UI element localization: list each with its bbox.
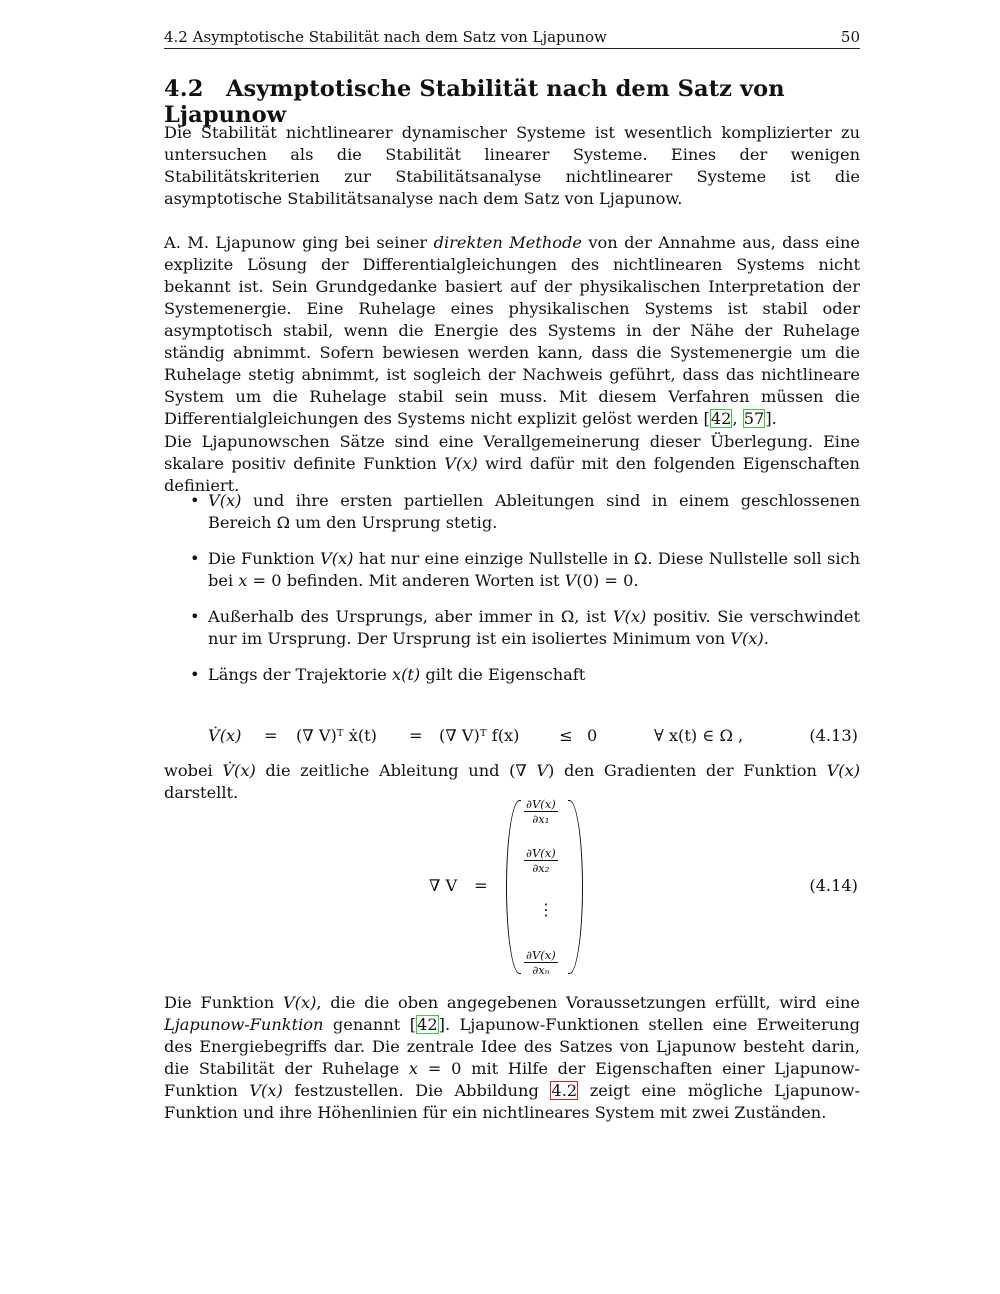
section-heading	[164, 76, 860, 128]
text: ) den Gradienten der Funktion	[548, 761, 827, 780]
gradient-entry	[524, 847, 558, 874]
eq-lhs: V̇(x)	[208, 726, 242, 745]
emphasis: direkten Methode	[433, 233, 582, 252]
math: V	[564, 571, 577, 590]
citation-link[interactable]: 42	[710, 409, 732, 428]
paragraph-ljapunow-theorems	[164, 431, 860, 497]
text: darstellt.	[164, 783, 239, 802]
math: V(x)	[320, 549, 354, 568]
text: Längs der Trajektorie	[208, 665, 392, 684]
text: .	[763, 629, 769, 648]
section-number: 4.2	[164, 76, 204, 102]
text: ,	[732, 409, 743, 428]
text: (0) = 0.	[576, 571, 639, 590]
eq-equals: =	[264, 726, 278, 745]
property-list	[164, 490, 860, 700]
bullet: •	[190, 607, 200, 626]
math: V	[536, 761, 549, 780]
list-item	[164, 548, 860, 592]
left-parenthesis	[506, 800, 521, 974]
text: zeigt eine mögliche Ljapunow-Funktion und ihre Höhenlinien für ein nichtlineares System mit zwei Zuständen.	[164, 1081, 860, 1122]
eq-middle: (∇ V)ᵀ ẋ(t)	[296, 726, 377, 745]
citation-link[interactable]: 42	[417, 1015, 438, 1034]
math: V(x)	[612, 607, 647, 626]
numerator: ∂V(x)	[526, 948, 556, 962]
eq-zero: 0	[587, 726, 598, 745]
math: V(x)	[730, 629, 764, 648]
gradient-entry	[524, 798, 558, 825]
math: x	[408, 1059, 419, 1078]
math: V(x)	[249, 1081, 283, 1100]
text: . Ljapunow-Funktionen stellen eine Erweiterung des Energiebegriffs dar. Die zentrale Idee des Satzes von Ljapunow besteht darin, die Stabilität der Ruhelage	[164, 1015, 860, 1078]
eq-equals: =	[409, 726, 423, 745]
text: wird dafür mit den folgenden Eigenschaften definiert.	[164, 454, 860, 495]
math: V(x)	[208, 491, 242, 510]
denominator: ∂xₙ	[532, 963, 550, 977]
figure-reference-link[interactable]: 4.2	[551, 1081, 578, 1100]
bullet: •	[190, 491, 200, 510]
bullet: •	[190, 665, 200, 684]
numerator: ∂V(x)	[526, 846, 556, 860]
equation-label: (4.14)	[809, 876, 858, 895]
text: festzustellen. Die Abbildung	[282, 1081, 551, 1100]
bullet: •	[190, 549, 200, 568]
text: positiv. Sie verschwindet nur im Ursprung. Der Ursprung ist ein isoliertes Minimum von	[208, 607, 861, 648]
text: die zeitliche Ableitung und (∇	[255, 761, 537, 780]
text: Außerhalb des Ursprungs, aber immer in Ω, ist	[208, 607, 613, 626]
eq-equals: =	[474, 876, 488, 895]
citation-link[interactable]: 57	[743, 409, 765, 428]
text: = 0 befinden. Mit anderen Worten ist	[247, 571, 565, 590]
text: genannt	[323, 1015, 410, 1034]
vertical-ellipsis: ⋮	[538, 900, 555, 919]
eq-rhs: (∇ V)ᵀ f(x)	[439, 726, 520, 745]
text: A. M. Ljapunow ging bei seiner	[164, 233, 434, 252]
text: und ihre ersten partiellen Ableitungen sind in einem geschlossenen Bereich Ω um den Ursprung stetig.	[208, 491, 860, 532]
text: hat nur eine einzige Nullstelle in Ω. Diese Nullstelle soll sich bei	[208, 549, 860, 590]
text: .	[771, 409, 777, 428]
page-number: 50	[840, 28, 860, 46]
list-item	[164, 606, 860, 650]
paragraph-intro: Die Stabilität nichtlinearer dynamischer Systeme ist wesentlich komplizierter zu untersuchen als die Stabilität linearer Systeme. Eines der wenigen Stabilitätskriterien zur Stabilitätsanalyse nichtlinearer Systeme ist die asymptotische Stabilitätsanalyse nach dem Satz von Ljapunow.	[164, 123, 860, 208]
text: = 0 mit Hilfe der Eigenschaften einer Ljapunow-Funktion	[164, 1059, 860, 1100]
list-item	[164, 664, 860, 686]
math: x	[238, 571, 248, 590]
text: Die Funktion	[208, 549, 321, 568]
gradient-entry	[524, 949, 558, 976]
paragraph-direct-method: A. M. Ljapunow ging bei seiner direkten Methode von der Annahme aus, dass eine explizite Lösung der Differentialgleichungen des nichtlinearen Systems nicht bekannt ist. Sein Grundgedanke basiert auf der physikalischen Interpretation der Systemenergie. Eine Ruhelage eines physikalischen Systems ist stabil oder asymptotisch stabil, wenn die Energie des Systems in der Nähe der Ruhelage ständig abnimmt. Sofern bewiesen werden kann, dass die Systemenergie um die Ruhelage stetig abnimmt, ist sogleich der Nachweis geführt, dass das nichtlineare System um die Ruhelage stabil sein muss. Mit diesem Verfahren müssen die Differentialgleichungen des Systems nicht explizit gelöst werden [42, 57].	[164, 233, 860, 428]
running-title: 4.2 Asymptotische Stabilität nach dem Satz von Ljapunow	[164, 28, 607, 46]
gradient-lhs: ∇ V	[429, 876, 458, 895]
text: von der Annahme aus, dass eine explizite Lösung der Differentialgleichungen des nichtlinearen Systems nicht bekannt ist. Sein Grundgedanke basiert auf der physikalischen Interpretation der Systemenergie. Eine Ruhelage eines physikalischen Systems ist stabil oder asymptotisch stabil, wenn die Energie des Systems in der Nähe der Ruhelage ständig abnimmt. Sofern bewiesen werden kann, dass die Systemenergie um die Ruhelage stetig abnimmt, ist sogleich der Nachweis geführt, dass das nichtlineare System um die Ruhelage stabil sein muss. Mit diesem Verfahren müssen die Differentialgleichungen des Systems nicht explizit gelöst werden	[164, 233, 860, 428]
text: gilt die Eigenschaft	[420, 665, 586, 684]
right-parenthesis	[568, 800, 583, 974]
math: V(x)	[826, 761, 861, 780]
section-title: Asymptotische Stabilität nach dem Satz von Ljapunow	[164, 76, 785, 128]
math: V(x)	[282, 993, 317, 1012]
paragraph-ljapunow-function: Die Funktion V(x), die die oben angegebenen Voraussetzungen erfüllt, wird eine Ljapunow-Funktion genannt [42]. Ljapunow-Funktionen stellen eine Erweiterung des Energiebegriffs dar. Die zentrale Idee des Satzes von Ljapunow besteht darin, die Stabilität der Ruhelage x = 0 mit Hilfe der Eigenschaften einer Ljapunow-Funktion V(x) festzustellen. Die Abbildung 4.2 zeigt eine mögliche Ljapunow-Funktion und ihre Höhenlinien für ein nichtlineares System mit zwei Zuständen.	[164, 993, 860, 1122]
text: wobei	[164, 761, 223, 780]
numerator: ∂V(x)	[526, 797, 556, 811]
equation-label: (4.13)	[809, 726, 858, 745]
denominator: ∂x₁	[532, 812, 550, 826]
emphasis: Ljapunow-Funktion	[164, 1015, 324, 1034]
text: Die Ljapunowschen Sätze sind eine Verallgemeinerung dieser Überlegung. Eine skalare positiv definite Funktion	[164, 432, 860, 473]
eq-leq: ≤	[559, 726, 573, 745]
math: V(x)	[444, 454, 478, 473]
eq-condition: ∀ x(t) ∈ Ω ,	[654, 726, 744, 745]
running-header	[164, 28, 860, 49]
equation-4-14	[164, 796, 860, 980]
denominator: ∂x₂	[532, 861, 550, 875]
math: V̇(x)	[222, 761, 256, 780]
text: , die die oben angegebenen Voraussetzungen erfüllt, wird eine	[316, 993, 860, 1012]
text: Die Funktion	[164, 993, 283, 1012]
math: x(t)	[391, 665, 421, 684]
list-item	[164, 490, 860, 534]
